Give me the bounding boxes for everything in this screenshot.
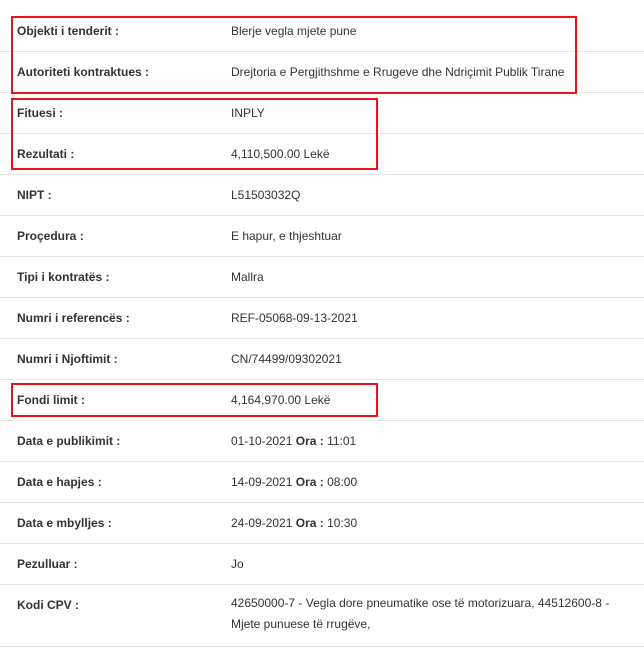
row-procedura bbox=[0, 216, 644, 257]
label-data-hapjes: Data e hapjes : bbox=[17, 475, 102, 489]
label-fondi: Fondi limit : bbox=[17, 393, 85, 407]
row-njoftimi bbox=[0, 339, 644, 380]
ora-label: Ora : bbox=[295, 434, 324, 448]
value-nipt: L51503032Q bbox=[231, 188, 301, 202]
value-objekti: Blerje vegla mjete pune bbox=[231, 24, 357, 38]
tender-details-table bbox=[0, 11, 644, 647]
label-njoftimi: Numri i Njoftimit : bbox=[17, 352, 118, 366]
row-rezultati bbox=[0, 134, 644, 175]
label-referenca: Numri i referencës : bbox=[17, 311, 130, 325]
label-tipi: Tipi i kontratës : bbox=[17, 270, 110, 284]
date-value: 14-09-2021 bbox=[231, 475, 293, 489]
value-rezultati: 4,110,500.00 Lekë bbox=[231, 147, 330, 161]
value-fondi: 4,164,970.00 Lekë bbox=[231, 393, 331, 407]
value-tipi: Mallra bbox=[231, 270, 264, 284]
label-objekti: Objekti i tenderit : bbox=[17, 24, 120, 38]
value-kodi-cpv: 42650000-7 - Vegla dore pneumatike ose të motorizuara, 44512600-8 - Mjete punuese të rrugëve, bbox=[231, 596, 610, 631]
label-data-publikimit: Data e publikimit : bbox=[17, 434, 121, 448]
label-nipt: NIPT : bbox=[17, 188, 52, 202]
value-referenca: REF-05068-09-13-2021 bbox=[231, 311, 358, 325]
ora-label: Ora : bbox=[295, 475, 324, 489]
row-objekti bbox=[0, 11, 644, 52]
time-value: 11:01 bbox=[327, 434, 357, 448]
ora-label: Ora : bbox=[295, 516, 324, 530]
value-data-publikimit bbox=[231, 434, 356, 448]
row-data-mbylljes bbox=[0, 503, 644, 544]
time-value: 10:30 bbox=[327, 516, 358, 530]
value-njoftimi: CN/74499/09302021 bbox=[231, 352, 342, 366]
label-autoriteti: Autoriteti kontraktues : bbox=[17, 65, 150, 79]
row-kodi-cpv bbox=[0, 585, 644, 647]
label-pezulluar: Pezulluar : bbox=[17, 557, 78, 571]
label-rezultati: Rezultati : bbox=[17, 147, 75, 161]
value-fituesi: INPLY bbox=[231, 106, 265, 120]
row-fondi bbox=[0, 380, 644, 421]
label-fituesi: Fituesi : bbox=[17, 106, 64, 120]
row-data-publikimit bbox=[0, 421, 644, 462]
date-value: 24-09-2021 bbox=[231, 516, 293, 530]
date-value: 01-10-2021 bbox=[231, 434, 293, 448]
value-autoriteti: Drejtoria e Pergjithshme e Rrugeve dhe Ndriçimit Publik Tirane bbox=[231, 65, 565, 79]
row-pezulluar bbox=[0, 544, 644, 585]
row-tipi bbox=[0, 257, 644, 298]
label-procedura: Proçedura : bbox=[17, 229, 84, 243]
row-referenca bbox=[0, 298, 644, 339]
label-kodi-cpv: Kodi CPV : bbox=[17, 598, 79, 612]
value-data-mbylljes bbox=[231, 516, 357, 530]
label-data-mbylljes: Data e mbylljes : bbox=[17, 516, 112, 530]
row-data-hapjes bbox=[0, 462, 644, 503]
row-autoriteti bbox=[0, 52, 644, 93]
row-nipt bbox=[0, 175, 644, 216]
value-data-hapjes bbox=[231, 475, 357, 489]
time-value: 08:00 bbox=[327, 475, 358, 489]
value-procedura: E hapur, e thjeshtuar bbox=[231, 229, 342, 243]
value-pezulluar: Jo bbox=[231, 557, 244, 571]
row-fituesi bbox=[0, 93, 644, 134]
